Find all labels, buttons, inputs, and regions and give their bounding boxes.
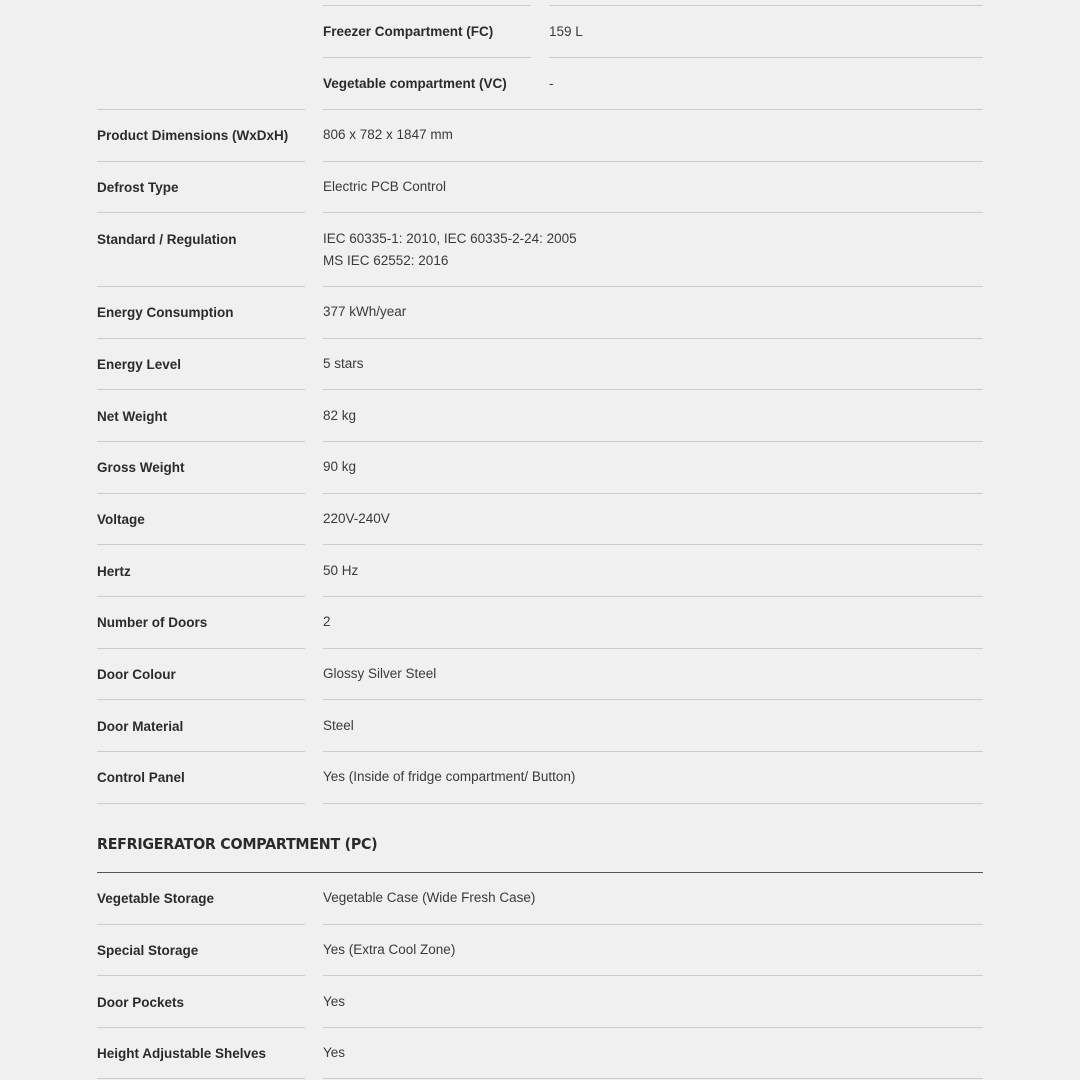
spec-label: Gross Weight: [97, 460, 185, 475]
spec-label: Defrost Type: [97, 180, 179, 195]
spec-value: Electric PCB Control: [323, 179, 447, 194]
row-divider: [323, 57, 531, 58]
row-divider: [97, 1027, 305, 1028]
spec-table: [97, 109, 983, 809]
spec-value: 159 L: [549, 24, 583, 39]
spec-label: Number of Doors: [97, 615, 208, 630]
row-divider: [323, 5, 531, 6]
row-divider: [549, 5, 983, 6]
spec-label: Standard / Regulation: [97, 232, 237, 247]
spec-label: Energy Consumption: [97, 305, 234, 320]
spec-label: Hertz: [97, 564, 131, 579]
section-title: REFRIGERATOR COMPARTMENT (PC): [97, 835, 378, 853]
row-divider: [97, 212, 305, 213]
spec-label: Voltage: [97, 512, 145, 527]
spec-label: Product Dimensions (WxDxH): [97, 128, 289, 143]
spec-label: Height Adjustable Shelves: [97, 1046, 267, 1061]
row-divider: [323, 648, 983, 649]
row-divider: [97, 1078, 305, 1079]
row-divider: [97, 544, 305, 545]
spec-label: Vegetable compartment (VC): [323, 76, 507, 91]
row-divider: [323, 596, 983, 597]
spec-value-line2: MS IEC 62552: 2016: [323, 253, 449, 268]
spec-label: Vegetable Storage: [97, 891, 215, 906]
row-divider: [323, 212, 983, 213]
row-divider: [549, 57, 983, 58]
row-divider: [323, 975, 983, 976]
row-divider: [323, 803, 983, 804]
row-divider: [97, 924, 305, 925]
spec-value: Yes (Inside of fridge compartment/ Button): [323, 769, 576, 784]
spec-value: 806 x 782 x 1847 mm: [323, 127, 453, 142]
spec-label: Door Colour: [97, 667, 176, 682]
row-divider: [97, 699, 305, 700]
spec-value: Yes (Extra Cool Zone): [323, 942, 456, 957]
spec-label: Control Panel: [97, 770, 185, 785]
spec-value: -: [549, 76, 554, 91]
row-divider: [97, 648, 305, 649]
spec-label: Door Pockets: [97, 995, 185, 1010]
spec-value: Yes: [323, 1045, 346, 1060]
sub-spec-table: [97, 0, 983, 110]
refrigerator-spec-table: [97, 873, 983, 1080]
spec-value: IEC 60335-1: 2010, IEC 60335-2-24: 2005: [323, 231, 577, 246]
spec-value: Yes: [323, 994, 346, 1009]
row-divider: [97, 109, 305, 110]
row-divider: [97, 161, 305, 162]
spec-value: 50 Hz: [323, 563, 359, 578]
row-divider: [97, 803, 305, 804]
spec-value: Glossy Silver Steel: [323, 666, 437, 681]
row-divider: [323, 1078, 983, 1079]
row-divider: [97, 441, 305, 442]
row-divider: [323, 1027, 983, 1028]
spec-label: Energy Level: [97, 357, 182, 372]
row-divider: [323, 389, 983, 390]
row-divider: [323, 493, 983, 494]
row-divider: [323, 109, 983, 110]
row-divider: [97, 389, 305, 390]
spec-value: 90 kg: [323, 459, 357, 474]
spec-label: Special Storage: [97, 943, 199, 958]
spec-label: Door Material: [97, 719, 184, 734]
spec-value: 82 kg: [323, 408, 357, 423]
spec-label: Freezer Compartment (FC): [323, 24, 494, 39]
spec-value: 220V-240V: [323, 511, 390, 526]
row-divider: [97, 975, 305, 976]
spec-value: 377 kWh/year: [323, 304, 407, 319]
spec-value: Vegetable Case (Wide Fresh Case): [323, 890, 536, 905]
row-divider: [323, 699, 983, 700]
row-divider: [97, 286, 305, 287]
spec-value: 5 stars: [323, 356, 364, 371]
spec-value: Steel: [323, 718, 354, 733]
row-divider: [97, 338, 305, 339]
row-divider: [323, 924, 983, 925]
spec-value: 2: [323, 614, 331, 629]
row-divider: [323, 441, 983, 442]
row-divider: [97, 596, 305, 597]
row-divider: [323, 751, 983, 752]
row-divider: [323, 286, 983, 287]
spec-label: Net Weight: [97, 409, 168, 424]
row-divider: [97, 493, 305, 494]
row-divider: [323, 338, 983, 339]
row-divider: [97, 751, 305, 752]
row-divider: [323, 161, 983, 162]
row-divider: [323, 544, 983, 545]
